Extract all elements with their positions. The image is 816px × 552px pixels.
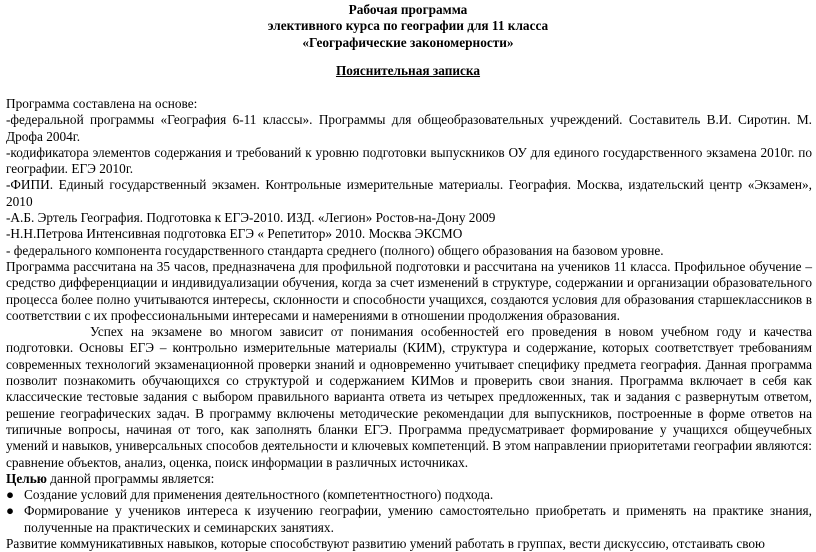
- source-item: -федеральной программы «География 6-11 классы». Программы для общеобразовательных учреждений. Составитель В.И. Сиротин. М. Дрофа 2004г.: [6, 112, 812, 144]
- bullet-icon: ●: [6, 503, 15, 519]
- list-item-text: Создание условий для применения деятельностного (компетентностного) подхода.: [24, 487, 494, 503]
- program-description-paragraph: Программа рассчитана на 35 часов, предназначена для профильной подготовки и рассчитана на учеников 11 класса. Профильное обучение – средство дифференциации и индивидуализации обучения, когда за счет изменений в структуре, содержании и организации образовательного процесса более полно учитываются интересы, склонности и способности учащихся, создаются условия для образования старшеклассников в соответствии с их профессиональными интересами и намерениями в отношении продолжения образования.: [6, 258, 812, 323]
- development-text: Развитие коммуникативных навыков, которые способствуют развитию умений работать в группах, вести дискуссию, отстаивать свою: [6, 536, 765, 552]
- goals-list: [6, 487, 812, 536]
- document-body: [6, 96, 812, 552]
- goal-heading: [6, 471, 812, 487]
- list-item: [6, 503, 812, 536]
- title-line-2: элективного курса по географии для 11 класса: [267, 18, 549, 34]
- source-item: -кодификатора элементов содержания и требований к уровню подготовки выпускников ОУ для единого государственного экзамена 2010г. по географии. ЕГЭ 2010г.: [6, 144, 812, 177]
- source-item: -А.Б. Эртель География. Подготовка к ЕГЭ-2010. ИЗД. «Легион» Ростов-на-Дону 2009: [6, 210, 496, 226]
- title-line-3: «Географические закономерности»: [302, 34, 514, 50]
- source-item: -Н.Н.Петрова Интенсивная подготовка ЕГЭ « Репетитор» 2010. Москва ЭКСМО: [6, 226, 463, 242]
- title-line-1: Рабочая программа: [348, 2, 468, 17]
- source-item: - федерального компонента государственного стандарта среднего (полного) общего образования на базовом уровне.: [6, 242, 664, 258]
- intro-text: Программа составлена на основе:: [6, 96, 198, 111]
- list-item: [6, 487, 812, 503]
- document-title: [0, 2, 816, 51]
- goal-bold-word: Целью: [6, 470, 47, 486]
- goal-rest-text: данной программы является:: [46, 470, 215, 486]
- list-item-text: Формирование у учеников интереса к изучению географии, умению самостоятельно приобретать и применять на практике знания, полученные на практических и семинарских занятиях.: [24, 503, 812, 535]
- bullet-icon: ●: [6, 487, 15, 503]
- exam-success-paragraph: Успех на экзамене во многом зависит от понимания особенностей его проведения в новом учебном году и качества подготовки. Основы ЕГЭ – контрольно измерительные материалы (КИМ), структура и содержание, которых соответствует требованиям современных технологий экзаменационной проверки знаний и одновременно учитывает специфику предмета география. Данная программа позволит познакомить обучающихся со структурой и содержанием КИМов и проверить свои знания. Программа включает в себя как классические тестовые задания с выбором правильного варианта ответа из четырех предложенных, так и задания с развернутым ответом, решение географических задач. В программу включены методические рекомендации для выпускников, построенные в форме ответов на типичные вопросы, начиная от того, как заполнять бланки ЕГЭ. Программа предусматривает формирование у учащихся общеучебных умений и навыков, универсальных способов деятельности и ключевых компетенций. В этом направлении приоритетами географии являются: сравнение объектов, анализ, оценка, поиск информации в различных источниках.: [6, 324, 812, 470]
- explanatory-note-heading: Пояснительная записка: [335, 63, 481, 78]
- source-item: -ФИПИ. Единый государственный экзамен. Контрольные измерительные материалы. География. Москва, издательский центр «Экзамен», 2010: [6, 177, 812, 209]
